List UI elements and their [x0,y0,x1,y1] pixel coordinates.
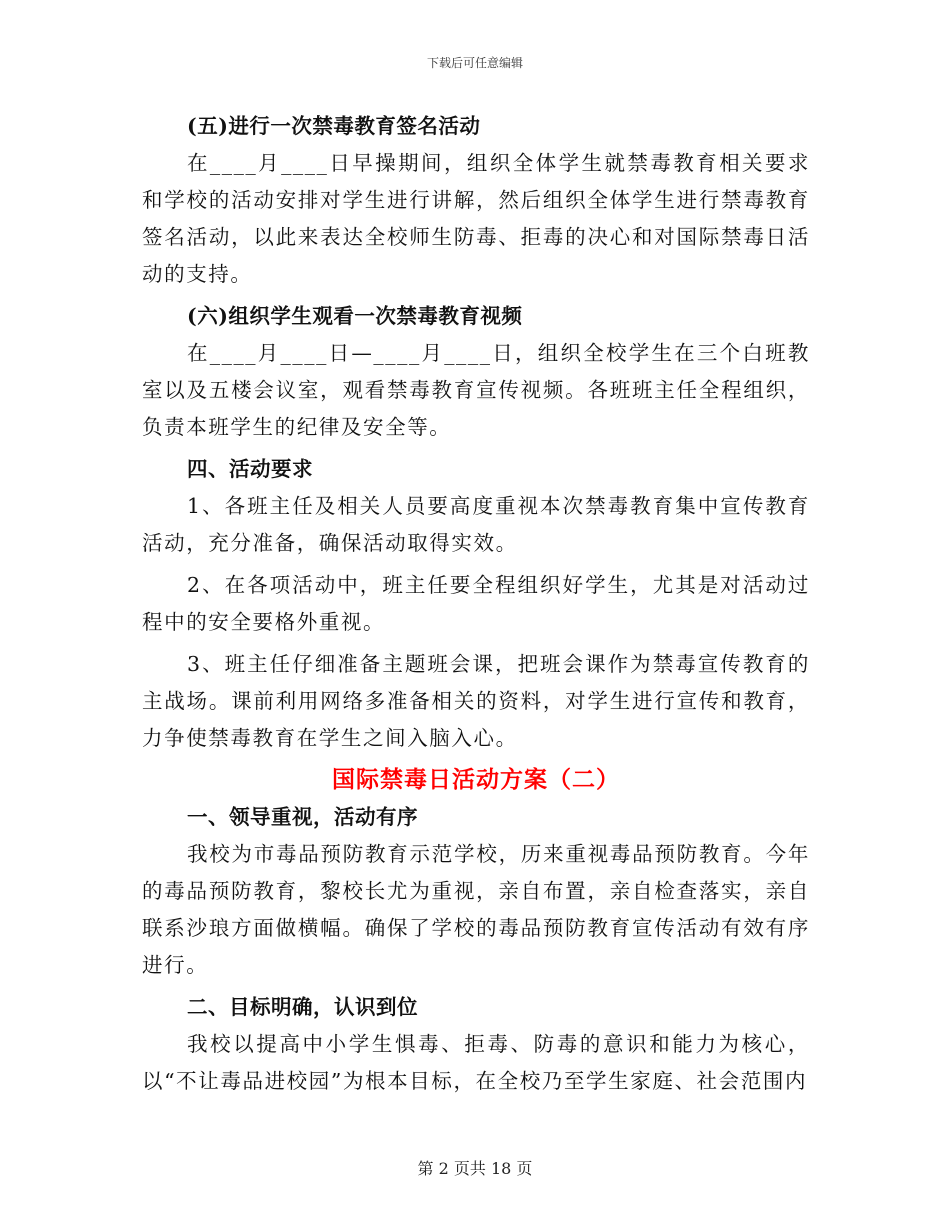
requirement-3: 3、班主任仔细准备主题班会课，把班会课作为禁毒宣传教育的主战场。课前利用网络多准备相关的资料，对学生进行宣传和教育，力争使禁毒教育在学生之间入脑入心。 [142,652,810,750]
plan-2-title: 国际禁毒日活动方案（二） [332,767,620,793]
page-footer: 第 2 页共 18 页 [417,1159,533,1178]
document-body [142,108,810,1100]
requirement-2: 2、在各项活动中，班主任要全程组织好学生，尤其是对活动过程中的安全要格外重视。 [142,573,810,634]
section-heading-6: (六)组织学生观看一次禁毒教育视频 [187,304,523,328]
plan-2-heading-2: 二、目标明确，认识到位 [187,995,418,1019]
plan-2-paragraph-1: 我校为市毒品预防教育示范学校，历来重视毒品预防教育。今年的毒品预防教育，黎校长尤为重视，亲自布置，亲自检查落实，亲自联系沙琅方面做横幅。确保了学校的毒品预防教育宣传活动有效有序进行。 [142,842,810,977]
section-heading-5: (五)进行一次禁毒教育签名活动 [187,114,481,138]
page-header: 下载后可任意编辑 [426,56,523,70]
requirements-heading: 四、活动要求 [187,457,313,481]
plan-2-paragraph-2: 我校以提高中小学生惧毒、拒毒、防毒的意识和能力为核心，以“不让毒品进校园”为根本目标，在全校乃至学生家庭、社会范围内 [142,1032,810,1093]
requirement-1: 1、各班主任及相关人员要高度重视本次禁毒教育集中宣传教育活动，充分准备，确保活动取得实效。 [142,494,810,555]
section-paragraph-5: 在____月____日早操期间，组织全体学生就禁毒教育相关要求和学校的活动安排对学生进行讲解，然后组织全体学生进行禁毒教育签名活动，以此来表达全校师生防毒、拒毒的决心和对国际禁毒日活动的支持。 [142,151,810,286]
section-paragraph-6: 在____月____日—____月____日，组织全校学生在三个白班教室以及五楼会议室，观看禁毒教育宣传视频。各班班主任全程组织，负责本班学生的纪律及安全等。 [142,341,810,439]
plan-2-heading-1: 一、领导重视，活动有序 [187,805,418,829]
